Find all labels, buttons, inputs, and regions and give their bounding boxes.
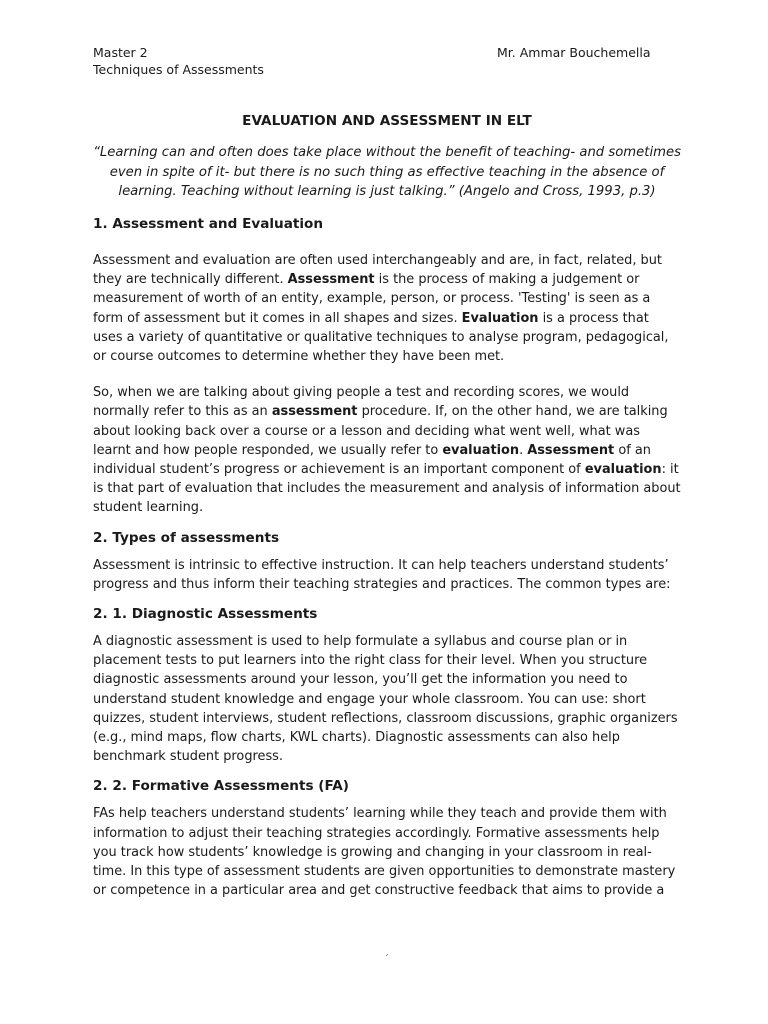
course-label: Master 2 (93, 45, 148, 60)
author-label: Mr. Ammar Bouchemella (497, 45, 651, 60)
page-header (93, 44, 653, 78)
text-run: of an individual student’s progress or achievement is an important component of (93, 442, 651, 478)
text-run: Assessment and evaluation are often used interchangeably and are, in fact, related, but they are technically different. (93, 252, 662, 288)
document-body (93, 112, 681, 910)
section-1-heading: 1. Assessment and Evaluation (93, 215, 324, 232)
text-run: . (519, 442, 528, 458)
keyword-evaluation: evaluation (442, 442, 520, 458)
keyword-evaluation: evaluation (584, 462, 662, 478)
section-2-1-heading: 2. 1. Diagnostic Assessments (93, 606, 318, 623)
text-run: procedure. If, on the other hand, we are talking about looking back over a course or a lesson and deciding what went well, what was learnt and how people responded, we usually refer to (93, 404, 668, 458)
section-2-intro: Assessment is intrinsic to effective instruction. It can help teachers understand students’ progress and thus inform their teaching strategies and practices. The common types are: (93, 557, 671, 592)
page-footer-mark: ´ (384, 954, 389, 965)
section-1-paragraph-2 (93, 383, 681, 517)
epigraph-quote: “Learning can and often does take place without the benefit of teaching- and sometimes even in spite of it- but there is no such thing as effective teaching in the absence of learning. Teaching without learning is just talking.” (Angelo and Cross, 1993, p.3) (93, 145, 681, 200)
section-2-1-body: A diagnostic assessment is used to help formulate a syllabus and course plan or in placement tests to put learners into the right class for their level. When you structure diagnostic assessments around your lesson, you’ll get the information you need to understand student knowledge and engage your whole classroom. You can use: short quizzes, student interviews, student reflections, classroom discussions, graphic organizers (e.g., mind maps, flow charts, KWL charts). Diagnostic assessments can also help benchmark student progress. (93, 634, 678, 765)
text-run: is a process that uses a variety of quantitative or qualitative techniques to analyse program, pedagogical, or course outcomes to determine whether they have been met. (93, 310, 669, 364)
subject-label: Techniques of Assessments (93, 62, 264, 77)
section-2-2-heading: 2. 2. Formative Assessments (FA) (93, 778, 349, 795)
keyword-assessment: Assessment (287, 272, 375, 288)
section-1-paragraph-1 (93, 251, 681, 366)
keyword-assessment: assessment (271, 404, 358, 420)
document-title: EVALUATION AND ASSESSMENT IN ELT (242, 113, 532, 129)
section-2-heading: 2. Types of assessments (93, 529, 280, 546)
text-run: So, when we are talking about giving people a test and recording scores, we would normally refer to this as an (93, 385, 630, 420)
text-run: is the process of making a judgement or measurement of worth of an entity, example, person, or process. 'Testing' is seen as a form of assessment but it comes in all shapes and sizes. (93, 272, 651, 326)
keyword-assessment: Assessment (527, 442, 615, 458)
keyword-evaluation: Evaluation (461, 310, 539, 326)
text-run: : it is that part of evaluation that includes the measurement and analysis of information about student learning. (93, 462, 681, 516)
section-2-2-body: FAs help teachers understand students’ learning while they teach and provide them with information to adjust their teaching strategies accordingly. Formative assessments help you track how students’ knowledge is growing and changing in your classroom in real-time. In this type of assessment students are given opportunities to demonstrate mastery or competence in a particular area and get constructive feedback that aims to provide a (93, 806, 676, 899)
